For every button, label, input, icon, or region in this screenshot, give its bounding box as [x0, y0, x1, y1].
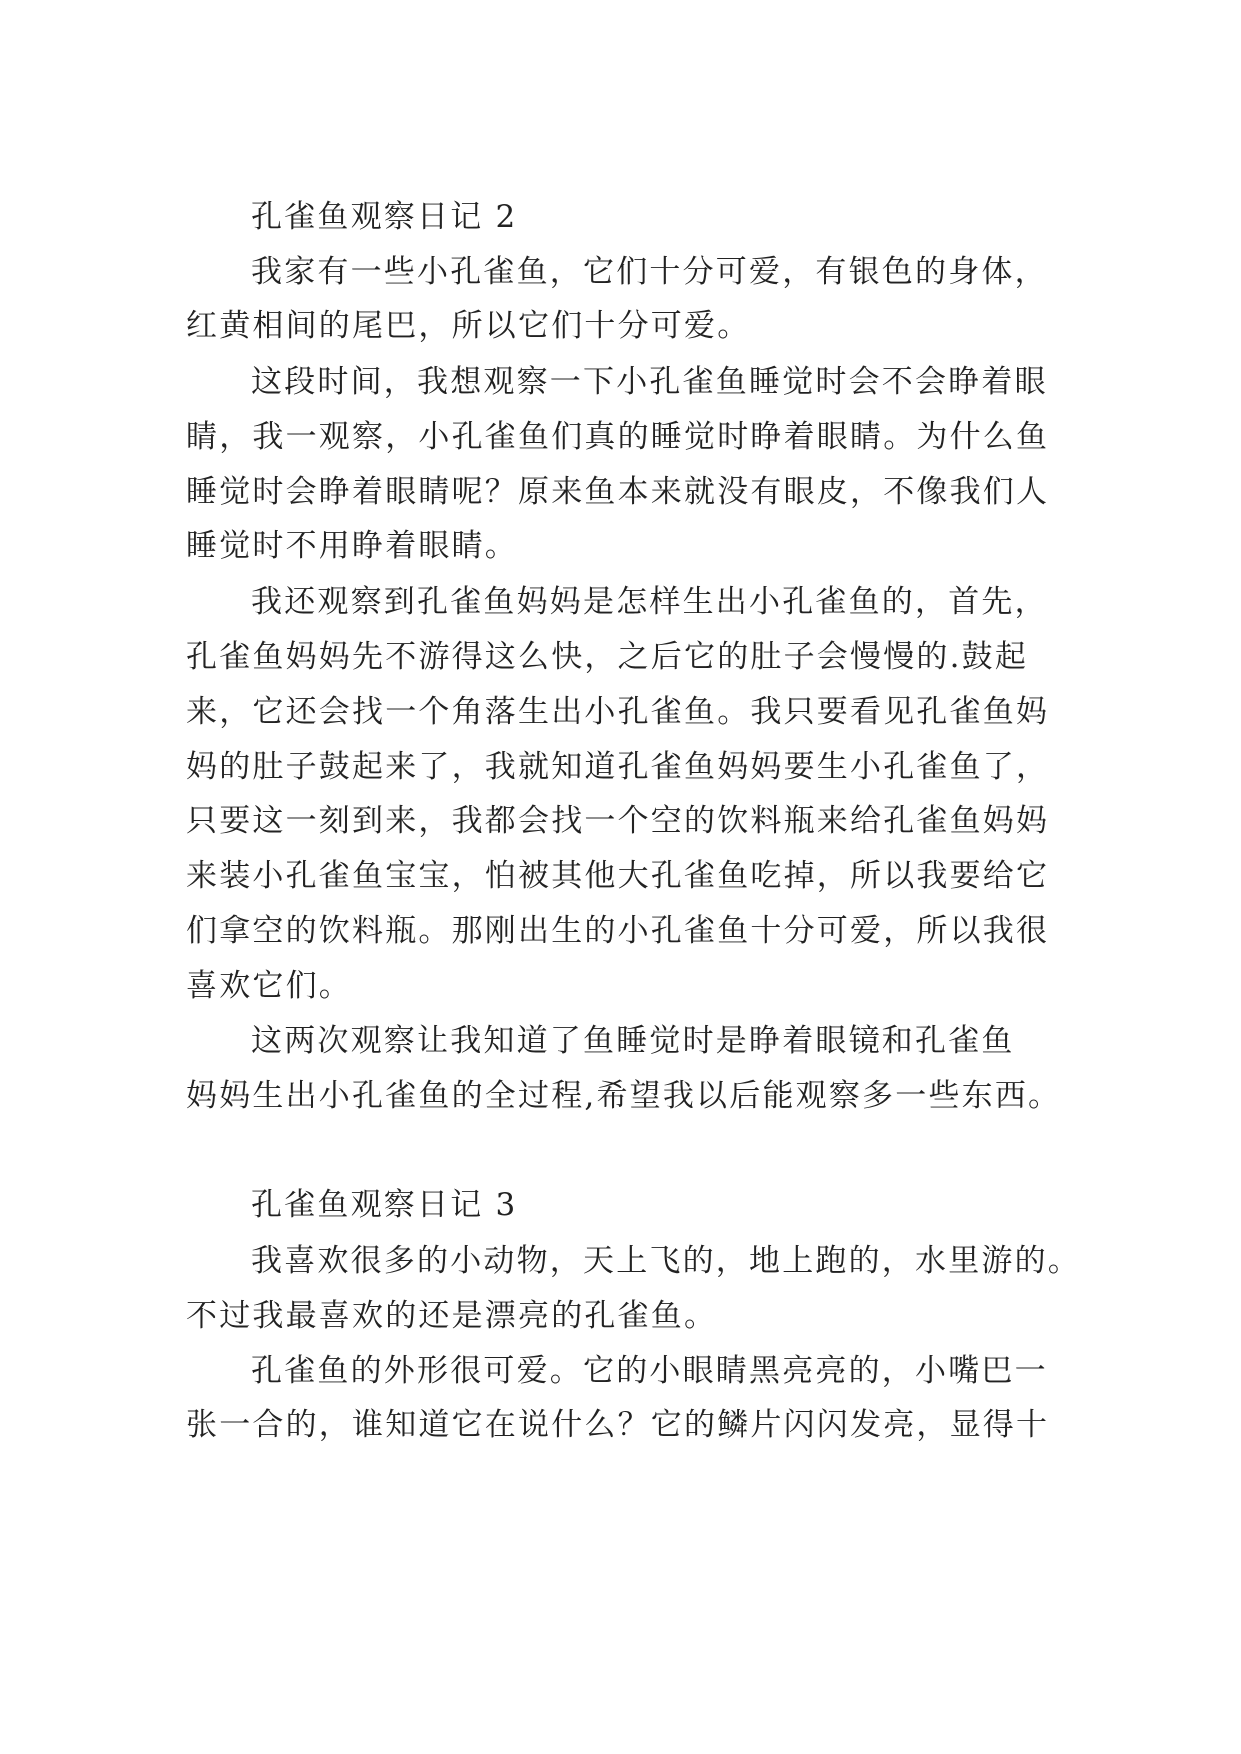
section-title: 孔雀鱼观察日记 2	[251, 199, 518, 235]
paragraph-line: 孔雀鱼的外形很可爱。它的小眼睛黑亮亮的，小嘴巴一	[251, 1353, 1048, 1389]
paragraph-line: 们拿空的饮料瓶。那刚出生的小孔雀鱼十分可爱，所以我很	[186, 913, 1050, 949]
paragraph-line: 只要这一刻到来，我都会找一个空的饮料瓶来给孔雀鱼妈妈	[186, 803, 1050, 839]
paragraph-line: 睡觉时会睁着眼睛呢？原来鱼本来就没有眼皮，不像我们人	[186, 474, 1050, 510]
paragraph-line: 来，它还会找一个角落生出小孔雀鱼。我只要看见孔雀鱼妈	[186, 694, 1050, 730]
paragraph-line: 妈的肚子鼓起来了，我就知道孔雀鱼妈妈要生小孔雀鱼了，	[186, 749, 1050, 785]
paragraph-line: 来装小孔雀鱼宝宝，怕被其他大孔雀鱼吃掉，所以我要给它	[186, 858, 1050, 894]
paragraph-line: 这两次观察让我知道了鱼睡觉时是睁着眼镜和孔雀鱼	[251, 1023, 1015, 1059]
paragraph-line: 这段时间，我想观察一下小孔雀鱼睡觉时会不会睁着眼	[251, 364, 1048, 400]
section-title: 孔雀鱼观察日记 3	[251, 1187, 518, 1223]
paragraph-line: 红黄相间的尾巴，所以它们十分可爱。	[186, 308, 751, 344]
paragraph-line: 喜欢它们。	[186, 968, 352, 1004]
paragraph-line: 不过我最喜欢的还是漂亮的孔雀鱼。	[186, 1298, 718, 1334]
paragraph-line: 睛，我一观察，小孔雀鱼们真的睡觉时睁着眼睛。为什么鱼	[186, 419, 1050, 455]
paragraph-line: 我还观察到孔雀鱼妈妈是怎样生出小孔雀鱼的，首先，	[251, 584, 1048, 620]
paragraph-line: 张一合的，谁知道它在说什么？它的鳞片闪闪发亮，显得十	[186, 1407, 1050, 1443]
paragraph-line: 孔雀鱼妈妈先不游得这么快，之后它的肚子会慢慢的.鼓起	[186, 639, 1029, 675]
paragraph-line: 我喜欢很多的小动物，天上飞的，地上跑的，水里游的。	[251, 1243, 1081, 1279]
paragraph-line: 我家有一些小孔雀鱼，它们十分可爱，有银色的身体，	[251, 254, 1048, 290]
paragraph-line: 妈妈生出小孔雀鱼的全过程,希望我以后能观察多一些东西。	[186, 1078, 1062, 1114]
paragraph-line: 睡觉时不用睁着眼睛。	[186, 528, 518, 564]
